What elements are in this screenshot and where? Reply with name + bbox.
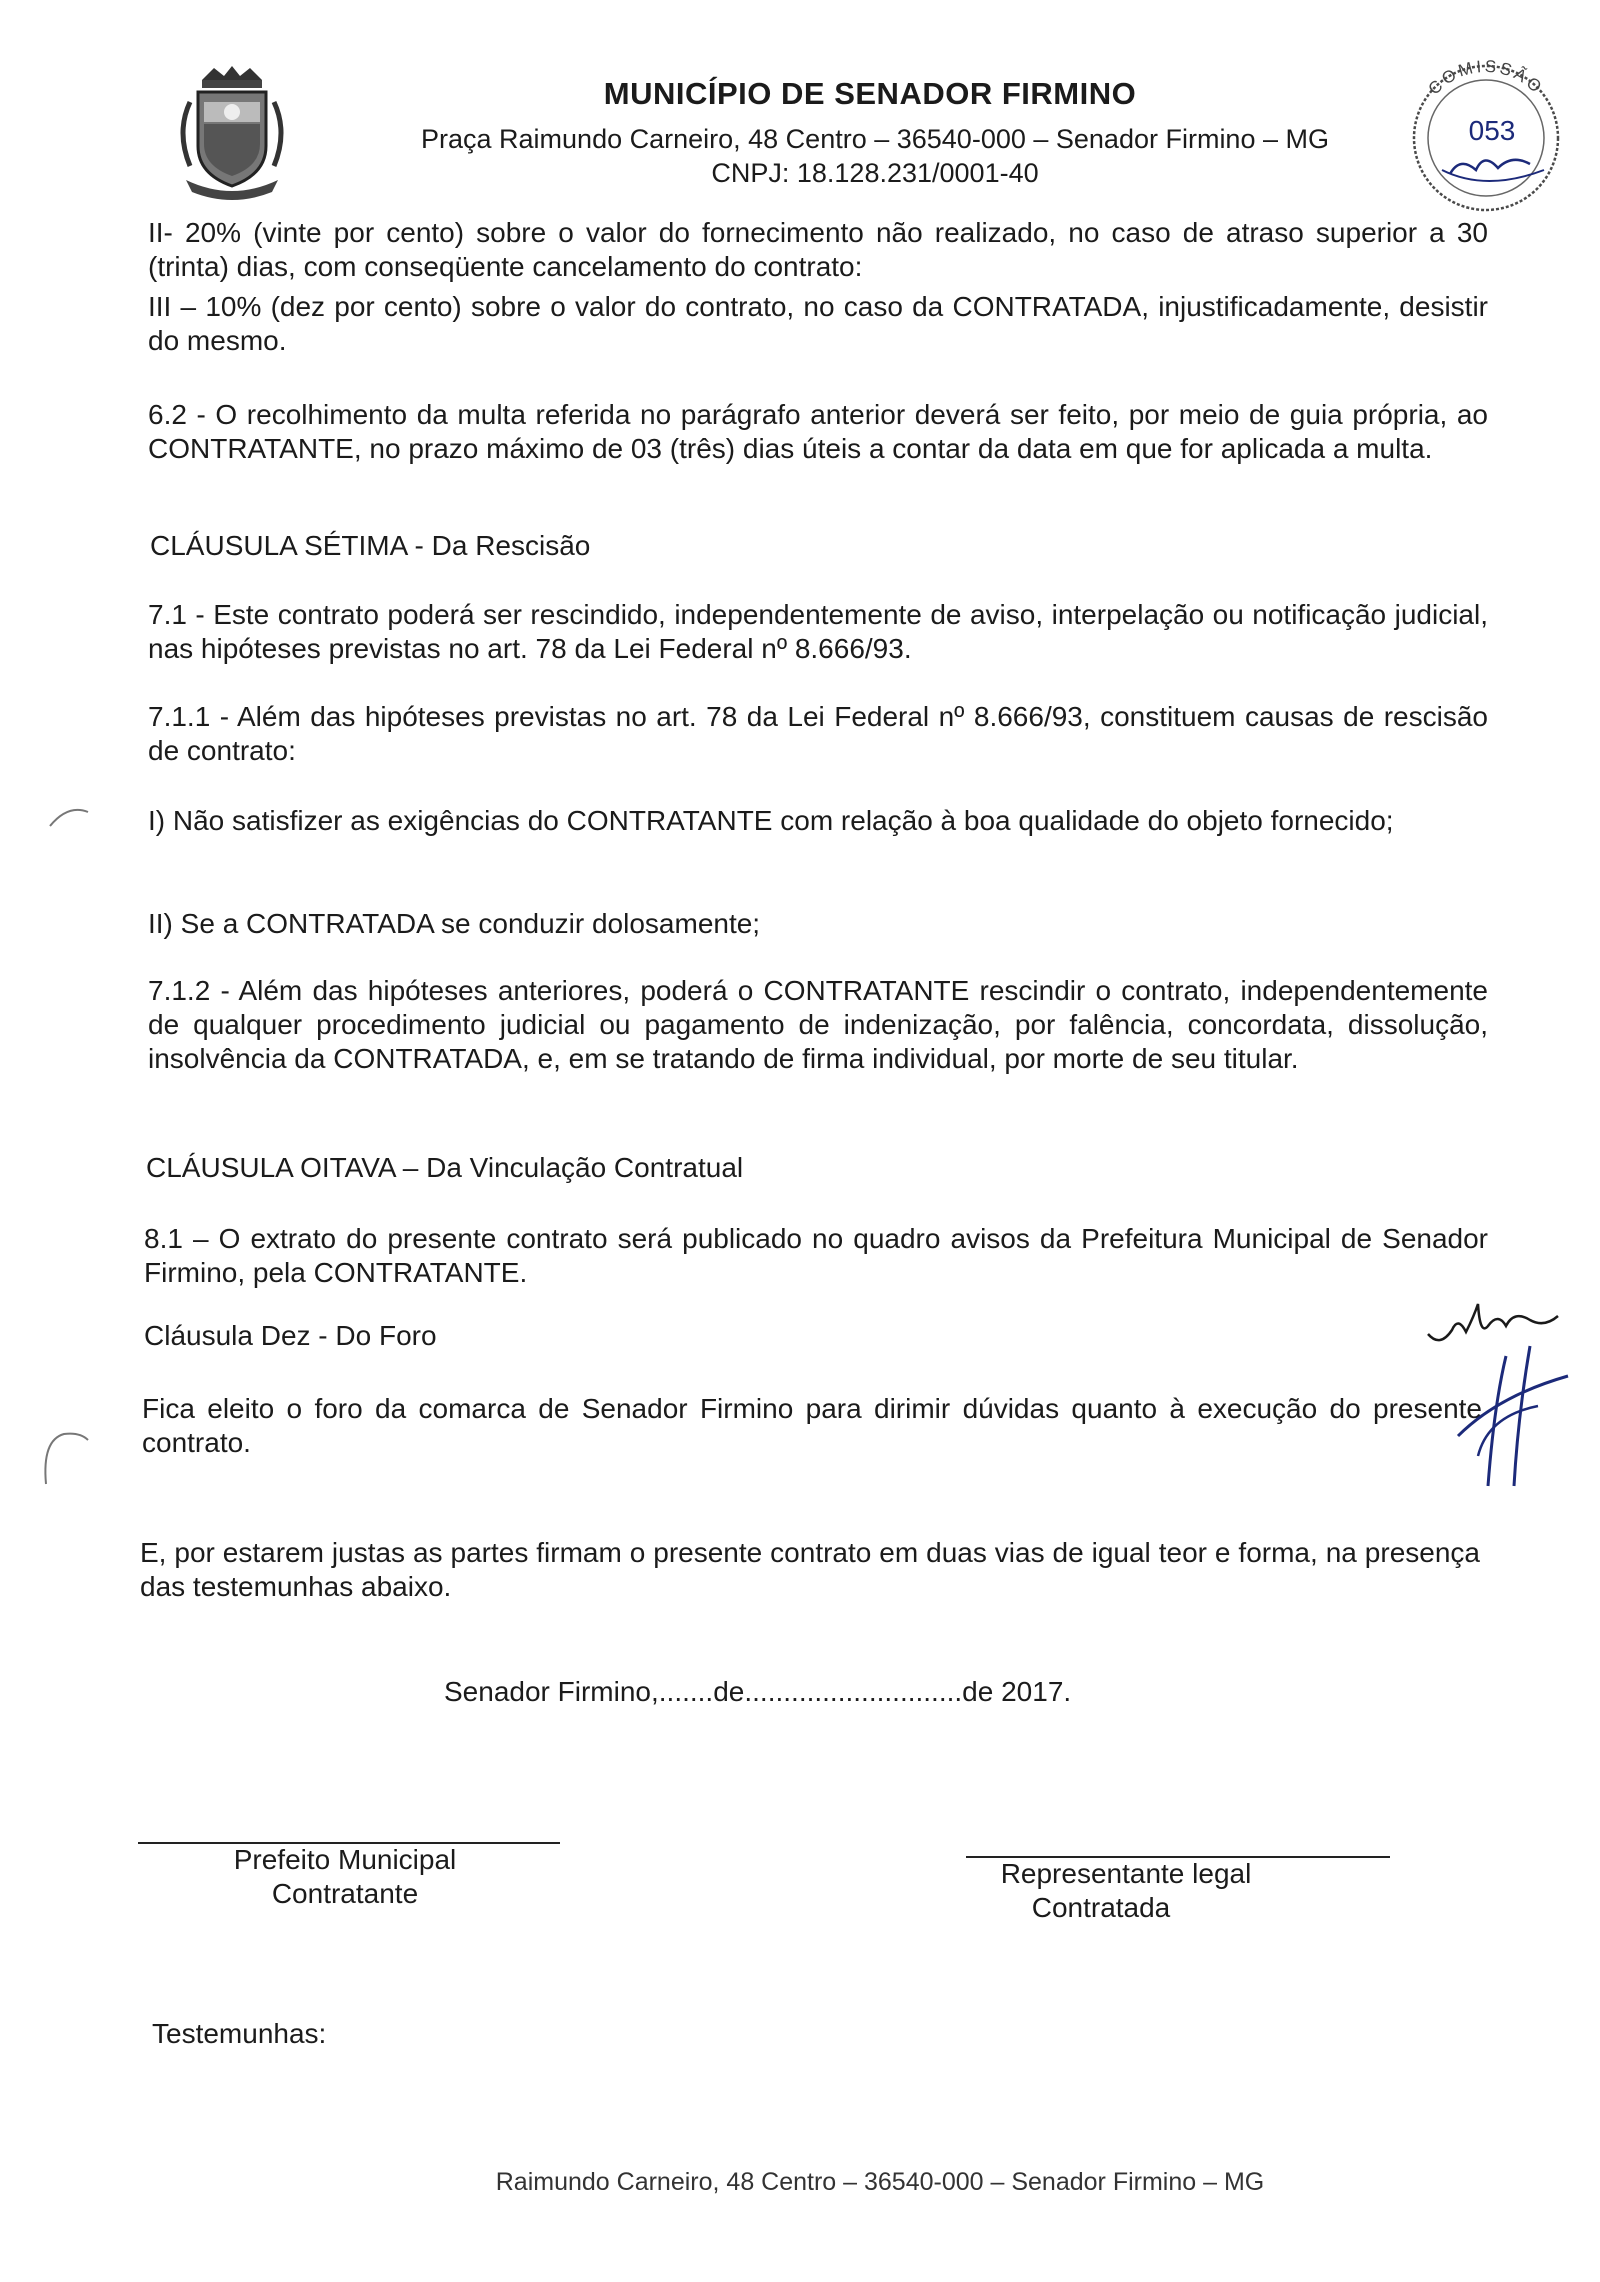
paragraph-7-1-1: 7.1.1 - Além das hipóteses previstas no art. 78 da Lei Federal nº 8.666/93, constituem causas de rescisão de contrato: [148,701,1488,766]
signature-left-party: Contratante [271,1878,419,1909]
svg-text:053: 053 [1468,115,1516,146]
signature-right-party: Contratada [1031,1892,1171,1923]
witnesses-label: Testemunhas: [152,2018,327,2049]
clause-eighth-heading: CLÁUSULA OITAVA – Da Vinculação Contratual [146,1152,744,1183]
paragraph-6-2: 6.2 - O recolhimento da multa referida no parágrafo anterior deverá ser feito, por meio de guia própria, ao CONTRATANTE, no prazo máximo de 03 (três) dias úteis a contar da data em que for aplicada a multa. [148,399,1488,464]
svg-text:COMISSÃO: COMISSÃO [1424,56,1548,99]
header-address: Praça Raimundo Carneiro, 48 Centro – 36540-000 – Senador Firmino – MG [421,124,1329,154]
date-line: Senador Firmino,.......de............................de 2017. [444,1676,1072,1707]
clause-seventh-heading: CLÁUSULA SÉTIMA - Da Rescisão [150,530,591,561]
footer-address: Raimundo Carneiro, 48 Centro – 36540-000 – Senador Firmino – MG [495,2168,1265,2196]
paragraph-7-1: 7.1 - Este contrato poderá ser rescindido, independentemente de aviso, interpelação ou notificação judicial, nas hipóteses previstas no art. 78 da Lei Federal nº 8.666/93. [148,599,1488,664]
margin-bracket-mark [36,1420,96,1490]
municipality-title: MUNICÍPIO DE SENADOR FIRMINO [603,76,1137,111]
paragraph-closing: E, por estarem justas as partes firmam o presente contrato em duas vias de igual teor e forma, na presença das testemunhas abaixo. [140,1537,1480,1602]
margin-signature [1418,1286,1588,1506]
commission-stamp [1380,52,1590,212]
paragraph-item-i: I) Não satisfizer as exigências do CONTRATANTE com relação à boa qualidade do objeto fornecido; [148,805,1394,836]
signature-left-role: Prefeito Municipal [233,1844,457,1875]
paragraph-ii-penalty: II- 20% (vinte por cento) sobre o valor do fornecimento não realizado, no caso de atraso superior a 30 (trinta) dias, com conseqüente cancelamento do contrato: [148,217,1488,282]
paragraph-foro: Fica eleito o foro da comarca de Senador Firmino para dirimir dúvidas quanto à execução do presente contrato. [142,1393,1482,1458]
paragraph-7-1-2: 7.1.2 - Além das hipóteses anteriores, poderá o CONTRATANTE rescindir o contrato, independentemente de qualquer procedimento judicial ou pagamento de indenização, por falência, concordata, dissolução, insolvência da CONTRATADA, e, em se tratando de firma individual, por morte de seu titular. [148,975,1488,1074]
municipal-crest-icon [168,62,296,200]
paragraph-item-ii: II) Se a CONTRATADA se conduzir dolosamente; [148,908,761,939]
header-cnpj: CNPJ: 18.128.231/0001-40 [711,158,1039,188]
paragraph-iii-penalty: III – 10% (dez por cento) sobre o valor do contrato, no caso da CONTRATADA, injustificadamente, desistir do mesmo. [148,291,1488,356]
signature-right-role: Representante legal [1000,1858,1252,1889]
clause-ten-heading: Cláusula Dez - Do Foro [144,1320,437,1351]
margin-tick-mark [44,800,94,840]
paragraph-8-1: 8.1 – O extrato do presente contrato será publicado no quadro avisos da Prefeitura Municipal de Senador Firmino, pela CONTRATANTE. [144,1223,1488,1288]
